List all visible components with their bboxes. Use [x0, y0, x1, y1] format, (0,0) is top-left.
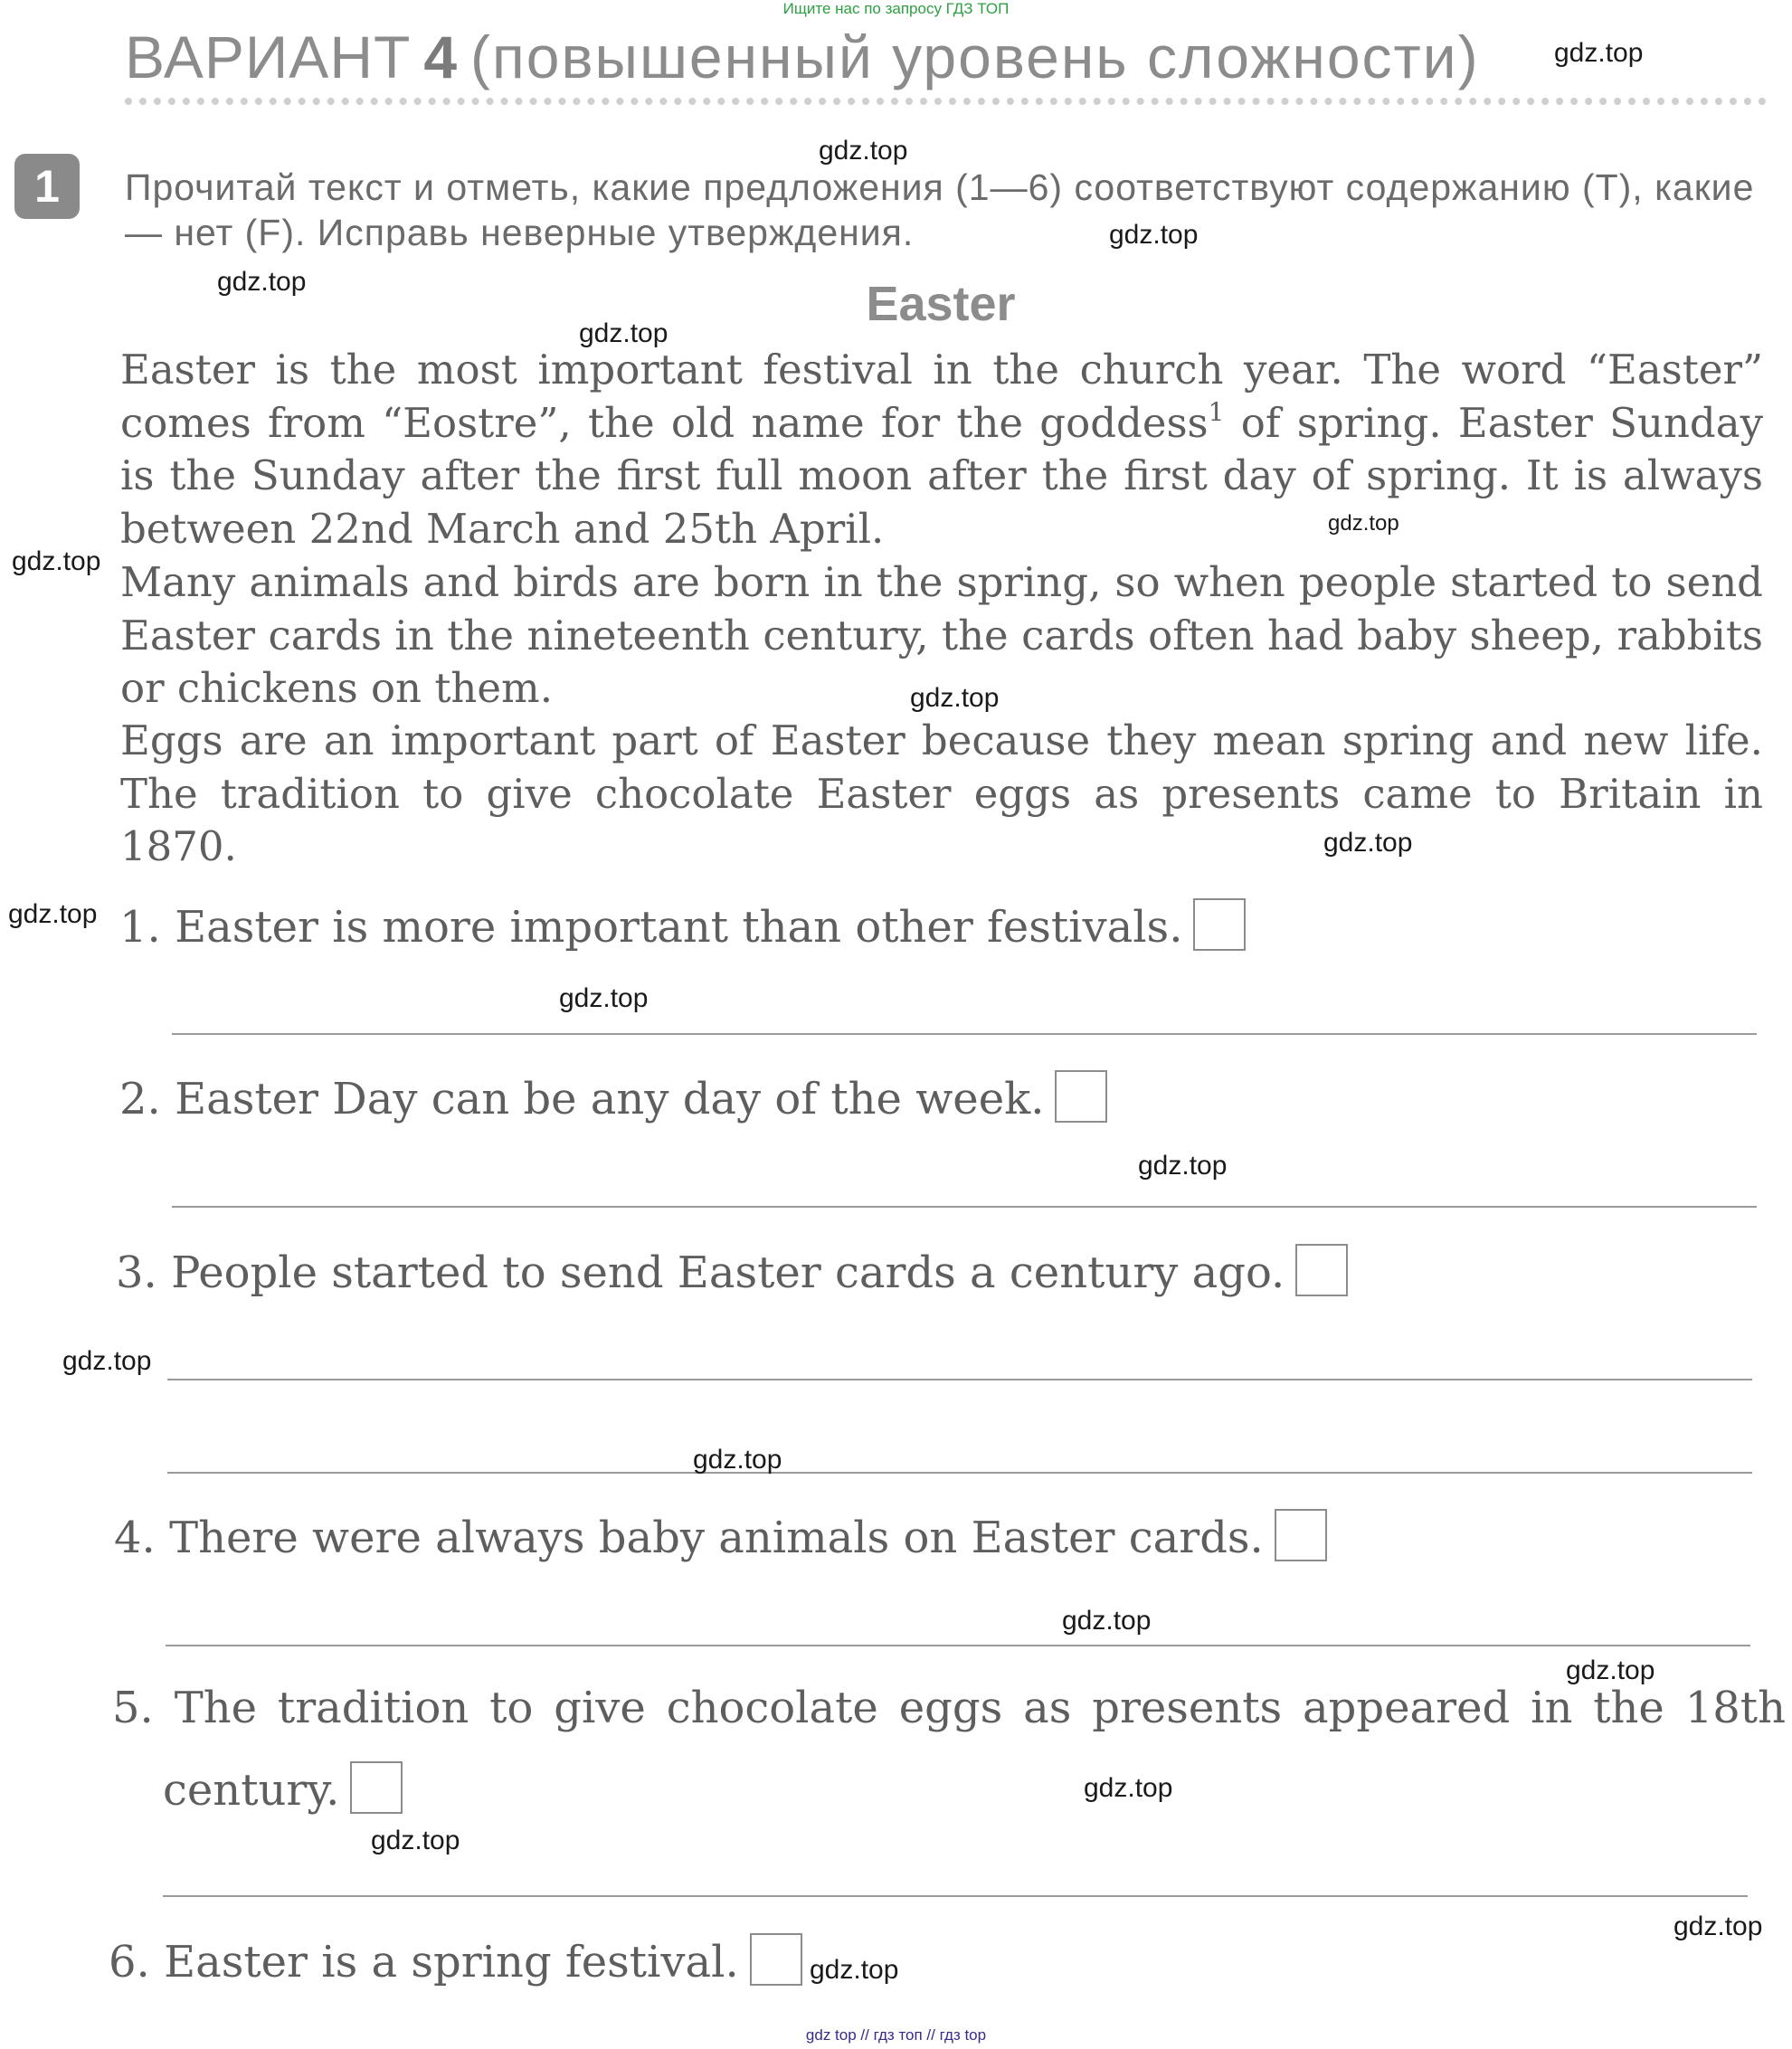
question-text: Easter Day can be any day of the week.: [175, 1074, 1045, 1124]
answer-checkbox[interactable]: [1193, 898, 1246, 951]
paragraph-2: Many animals and birds are born in the spring, so when people started to send Easter cards in the nineteenth century, the cards often had baby sheep, rabbits or chickens on them.: [120, 558, 1763, 712]
answer-line[interactable]: [167, 1379, 1752, 1380]
watermark: gdz.top: [12, 546, 101, 576]
paragraph-1: [120, 344, 1763, 555]
question-2: [119, 1070, 1107, 1124]
question-text: Easter is a spring festival.: [164, 1937, 739, 1987]
task-number-badge: 1: [14, 154, 80, 219]
watermark: gdz.top: [1138, 1151, 1228, 1181]
question-5-continued: [163, 1761, 403, 1816]
title-divider: [125, 98, 1767, 105]
watermark: gdz.top: [1673, 1911, 1763, 1941]
watermark: gdz.top: [371, 1826, 460, 1855]
footnote-mark: 1: [1208, 396, 1225, 427]
watermark: gdz.top: [62, 1346, 152, 1376]
watermark: gdz.top: [819, 136, 908, 166]
watermark: gdz.top: [8, 899, 98, 929]
paragraph-1-start: Easter is the most important festival in the church year. The word “Easter” comes from “Eostre”, the old name for the goddess: [120, 346, 1763, 447]
paragraph-1-end: of spring. Easter Sunday is the Sunday after the first full moon after the first day of spring. It is always between 22nd March and 25th April.: [120, 398, 1763, 553]
answer-checkbox[interactable]: [1055, 1070, 1107, 1123]
watermark: gdz.top: [559, 983, 649, 1013]
watermark: gdz.top: [1109, 220, 1199, 250]
question-number: 1.: [119, 902, 161, 953]
answer-line[interactable]: [172, 1033, 1757, 1035]
question-6: [109, 1933, 802, 1987]
answer-checkbox[interactable]: [350, 1761, 403, 1814]
question-text: Easter is more important than other festivals.: [175, 902, 1183, 953]
question-5: [112, 1683, 1786, 1733]
answer-line[interactable]: [167, 1472, 1752, 1474]
question-4: [114, 1509, 1327, 1563]
watermark: gdz.top: [1084, 1773, 1173, 1803]
variant-number: 4: [423, 24, 459, 90]
watermark: gdz.top: [217, 267, 307, 297]
paragraph-3: Eggs are an important part of Easter because they mean spring and new life. The tradition to give chocolate Easter eggs as presents came to Britain in 1870.: [120, 716, 1763, 870]
answer-line[interactable]: [163, 1895, 1748, 1897]
watermark: gdz.top: [1566, 1655, 1655, 1685]
answer-checkbox[interactable]: [1295, 1244, 1348, 1296]
watermark: gdz.top: [1554, 38, 1644, 68]
question-text: The tradition to give chocolate eggs as presents appeared in the 18th: [174, 1683, 1786, 1733]
question-number: 4.: [114, 1513, 156, 1563]
page-title: [125, 23, 1480, 91]
task-instruction: Прочитай текст и отметь, какие предложения (1—6) соответствуют содержанию (T), какие — нет (F). Исправь неверные утверждения.: [125, 166, 1755, 253]
watermark: gdz.top: [1328, 511, 1399, 536]
question-3: [116, 1244, 1348, 1298]
question-number: 3.: [116, 1247, 157, 1298]
bottom-footer-note: gdz top // гдз топ // гдз top: [805, 2026, 987, 2044]
watermark: gdz.top: [810, 1955, 899, 1985]
watermark: gdz.top: [1062, 1606, 1152, 1636]
watermark: gdz.top: [579, 318, 668, 348]
question-text: People started to send Easter cards a century ago.: [171, 1247, 1285, 1298]
question-number: 5.: [112, 1683, 154, 1733]
top-search-note: Ищите нас по запросу ГДЗ ТОП: [782, 0, 1010, 17]
question-number: 6.: [109, 1937, 150, 1987]
answer-checkbox[interactable]: [750, 1933, 802, 1986]
question-number: 2.: [119, 1074, 161, 1124]
question-1: [119, 898, 1246, 953]
question-text-cont: century.: [163, 1765, 340, 1816]
watermark: gdz.top: [910, 683, 1000, 713]
answer-line[interactable]: [172, 1206, 1757, 1208]
text-heading: Easter: [866, 277, 1016, 331]
answer-checkbox[interactable]: [1275, 1509, 1327, 1561]
title-prefix: ВАРИАНТ: [125, 24, 412, 90]
answer-line[interactable]: [166, 1645, 1750, 1646]
title-subtitle: (повышенный уровень сложности): [470, 24, 1480, 90]
watermark: gdz.top: [1323, 828, 1413, 858]
watermark: gdz.top: [693, 1445, 782, 1475]
question-text: There were always baby animals on Easter cards.: [169, 1513, 1264, 1563]
